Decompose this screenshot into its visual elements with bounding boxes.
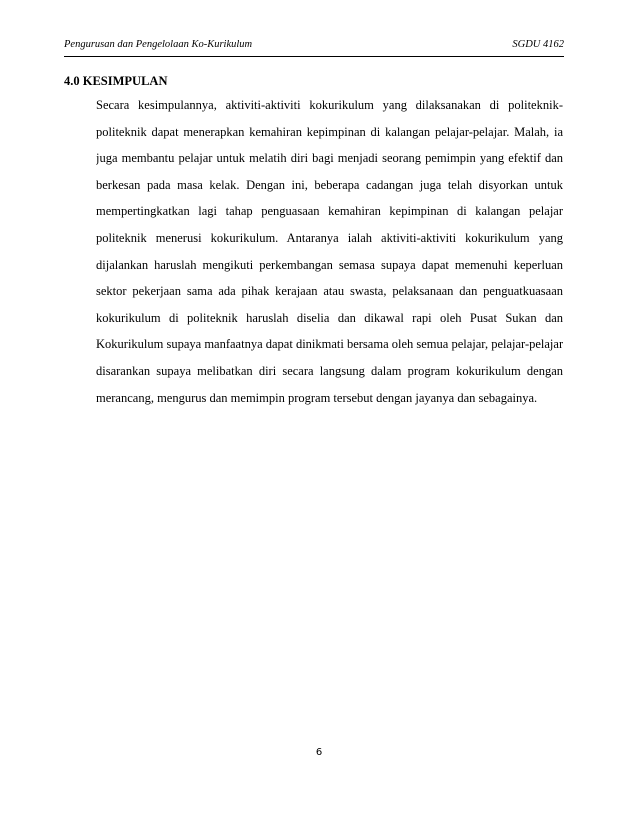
paragraph-line: kokurikulum di politeknik haruslah diselia dan dikawal rapi oleh Pusat Sukan dan bbox=[96, 310, 563, 325]
paragraph-line: mempertingkatkan lagi tahap penguasaan kemahiran kepimpinan di kalangan pelajar bbox=[96, 204, 563, 219]
paragraph-line: disarankan supaya melibatkan diri secara langsung dalam program kokurikulum dengan bbox=[96, 363, 563, 378]
paragraph-line: politeknik dapat menerapkan kemahiran kepimpinan di kalangan pelajar-pelajar. Malah, ia bbox=[96, 124, 563, 139]
conclusion-paragraph bbox=[96, 92, 563, 411]
paragraph-line: sektor pekerjaan sama ada pihak kerajaan atau swasta, pelaksanaan dan penguatkuasaan bbox=[96, 284, 563, 299]
paragraph-line: juga membantu pelajar untuk melatih diri bagi menjadi seorang pemimpin yang efektif dan bbox=[96, 151, 563, 166]
running-header-course-code: SGDU 4162 bbox=[512, 39, 564, 50]
section-heading: 4.0 KESIMPULAN bbox=[64, 74, 168, 88]
header-divider bbox=[64, 56, 564, 57]
paragraph-line: dijalankan haruslah mengikuti perkembangan semasa supaya dapat memenuhi keperluan bbox=[96, 257, 563, 272]
paragraph-line: merancang, mengurus dan memimpin program tersebut dengan jayanya dan sebagainya. bbox=[96, 390, 538, 405]
page-number: 6 bbox=[315, 747, 323, 758]
paragraph-line: politeknik menerusi kokurikulum. Antaranya ialah aktiviti-aktiviti kokurikulum yang bbox=[96, 230, 563, 245]
paragraph-line: Secara kesimpulannya, aktiviti-aktiviti kokurikulum yang dilaksanakan di politeknik- bbox=[96, 98, 563, 112]
paragraph-line: Kokurikulum supaya manfaatnya dapat dinikmati bersama oleh semua pelajar, pelajar-pelajar bbox=[96, 337, 563, 352]
paragraph-line: berkesan pada masa kelak. Dengan ini, beberapa cadangan juga telah disyorkan untuk bbox=[96, 177, 563, 192]
running-header-title: Pengurusan dan Pengelolaan Ko-Kurikulum bbox=[64, 39, 253, 50]
